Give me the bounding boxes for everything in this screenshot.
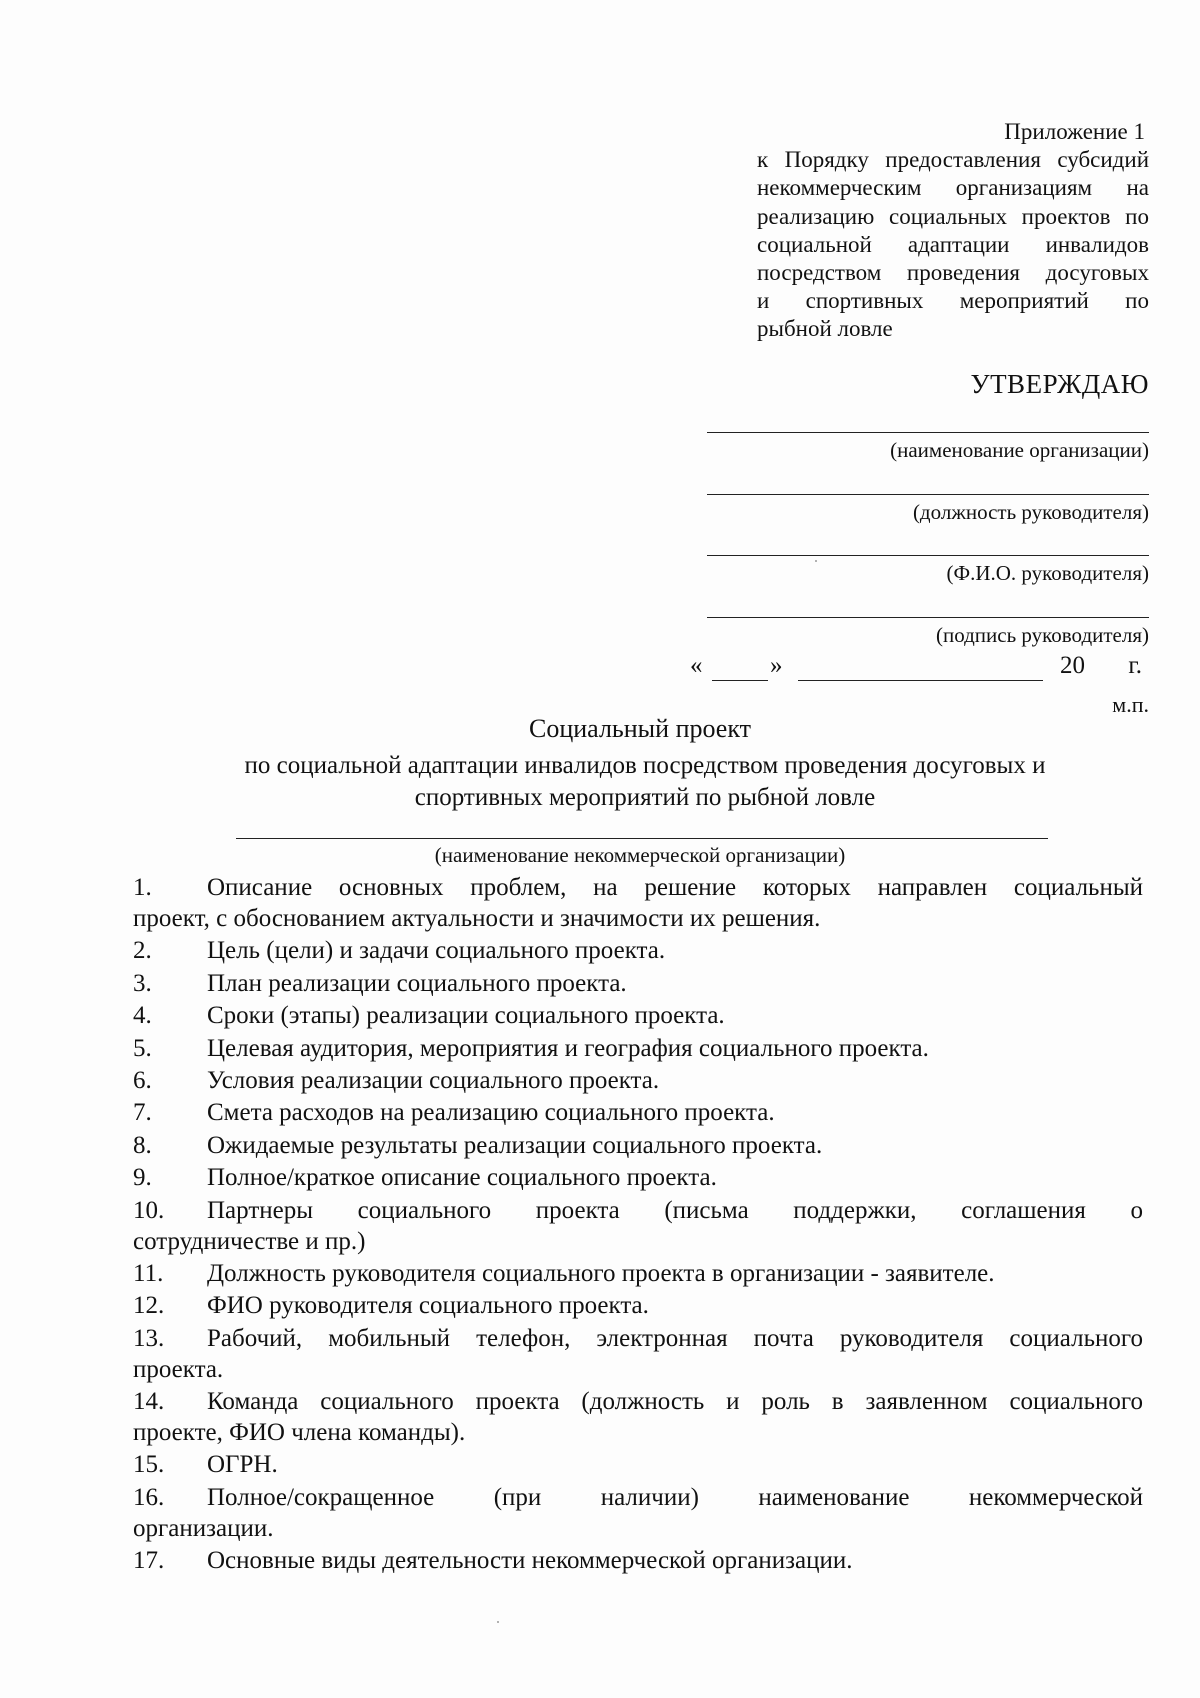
- appendix-line: посредством проведения досуговых: [757, 260, 1149, 286]
- scan-speck: [497, 1621, 499, 1623]
- item-number: 16.: [133, 1483, 165, 1511]
- item-text-continued: сотрудничестве и пр.): [133, 1227, 366, 1255]
- item-text-continued: проекте, ФИО члена команды).: [133, 1419, 466, 1447]
- year-prefix: 20: [1060, 652, 1085, 679]
- approval-title: УТВЕРЖДАЮ: [970, 369, 1149, 399]
- full-name-caption: (Ф.И.О. руководителя): [946, 561, 1149, 585]
- appendix-line: некоммерческим организациям на: [757, 175, 1149, 201]
- signature-line: [707, 617, 1149, 618]
- date-open-quote: «: [690, 652, 703, 679]
- item-number: 13.: [133, 1324, 165, 1352]
- project-title: Социальный проект: [529, 714, 751, 743]
- item-text: Полное/краткое описание социального проекта.: [207, 1164, 717, 1192]
- appendix-line: реализацию социальных проектов по: [757, 203, 1149, 229]
- org-name-caption: (наименование организации): [890, 438, 1149, 462]
- item-text-continued: организации.: [133, 1514, 274, 1542]
- item-number: 17.: [133, 1547, 165, 1575]
- full-name-line: [707, 555, 1149, 556]
- list-item: [133, 872, 1143, 934]
- item-text: Сроки (этапы) реализации социального проекта.: [207, 1002, 725, 1030]
- item-number: 4.: [133, 1002, 152, 1030]
- item-number: 2.: [133, 937, 152, 965]
- list-item: [133, 1323, 1143, 1385]
- item-text-continued: проект, с обоснованием актуальности и значимости их решения.: [133, 905, 821, 932]
- item-number: 7.: [133, 1099, 152, 1127]
- list-item: [133, 1097, 1143, 1128]
- item-text: Ожидаемые результаты реализации социального проекта.: [207, 1131, 823, 1159]
- item-text: Целевая аудитория, мероприятия и география социального проекта.: [207, 1034, 929, 1062]
- list-item: [133, 968, 1143, 999]
- item-number: 3.: [133, 969, 152, 997]
- item-text: Полное/сокращенное (при наличии) наименование некоммерческой: [207, 1483, 1143, 1511]
- list-item: [133, 1195, 1143, 1257]
- item-text: Условия реализации социального проекта.: [207, 1066, 660, 1094]
- appendix-line: социальной адаптации инвалидов: [757, 231, 1149, 257]
- item-text: Рабочий, мобильный телефон, электронная почта руководителя социального: [207, 1324, 1143, 1352]
- item-text: План реализации социального проекта.: [207, 969, 627, 997]
- item-text-continued: проекта.: [133, 1355, 224, 1383]
- project-subtitle-line: спортивных мероприятий по рыбной ловле: [414, 784, 876, 811]
- item-number: 15.: [133, 1451, 165, 1479]
- appendix-block: [757, 118, 1149, 344]
- year-suffix: г.: [1128, 652, 1142, 679]
- nko-name-line: [236, 838, 1048, 839]
- item-number: 6.: [133, 1066, 152, 1094]
- scan-speck: [815, 560, 817, 562]
- item-text: Основные виды деятельности некоммерческой организации.: [207, 1547, 853, 1575]
- org-name-line: [707, 432, 1149, 433]
- list-item: [133, 935, 1143, 966]
- list-item: [133, 1449, 1143, 1480]
- item-text: ОГРН.: [207, 1451, 278, 1479]
- list-item: [133, 1162, 1143, 1193]
- item-text: Цель (цели) и задачи социального проекта.: [207, 937, 666, 965]
- position-line: [707, 494, 1149, 495]
- appendix-line: и спортивных мероприятий по: [757, 288, 1149, 314]
- day-blank: [712, 680, 768, 681]
- item-number: 12.: [133, 1292, 165, 1320]
- item-text: Описание основных проблем, на решение которых направлен социальный: [207, 874, 1143, 901]
- item-text: Смета расходов на реализацию социального проекта.: [207, 1099, 775, 1127]
- list-item: [133, 1545, 1143, 1576]
- date-close-quote: »: [770, 652, 783, 679]
- item-number: 14.: [133, 1388, 165, 1416]
- list-item: [133, 1482, 1143, 1544]
- signature-caption: (подпись руководителя): [935, 623, 1149, 647]
- item-number: 5.: [133, 1034, 152, 1062]
- project-subtitle-line: по социальной адаптации инвалидов посредством проведения досуговых и: [244, 752, 1046, 779]
- item-number: 8.: [133, 1131, 152, 1159]
- list-item: [133, 1000, 1143, 1031]
- appendix-title: Приложение 1: [1004, 119, 1145, 144]
- item-text: Должность руководителя социального проекта в организации - заявителе.: [207, 1259, 995, 1287]
- item-text: Партнеры социального проекта (письма поддержки, соглашения о: [207, 1196, 1143, 1224]
- requirements-list: [133, 872, 1143, 1578]
- item-text: Команда социального проекта (должность и роль в заявленном социального: [207, 1388, 1143, 1416]
- list-item: [133, 1065, 1143, 1096]
- list-item: [133, 1033, 1143, 1064]
- item-number: 10.: [133, 1196, 165, 1224]
- date-row: [690, 652, 1150, 686]
- item-text: ФИО руководителя социального проекта.: [207, 1292, 649, 1320]
- list-item: [133, 1258, 1143, 1289]
- list-item: [133, 1130, 1143, 1161]
- item-number: 9.: [133, 1164, 152, 1192]
- nko-name-caption: (наименование некоммерческой организации): [434, 843, 846, 867]
- month-blank: [798, 680, 1043, 681]
- item-number: 11.: [133, 1259, 164, 1287]
- appendix-line: рыбной ловле: [757, 316, 893, 342]
- item-number: 1.: [133, 874, 152, 901]
- list-item: [133, 1386, 1143, 1448]
- appendix-line: к Порядку предоставления субсидий: [757, 147, 1149, 173]
- seal-mark: м.п.: [1112, 692, 1149, 717]
- list-item: [133, 1290, 1143, 1321]
- position-caption: (должность руководителя): [912, 500, 1149, 524]
